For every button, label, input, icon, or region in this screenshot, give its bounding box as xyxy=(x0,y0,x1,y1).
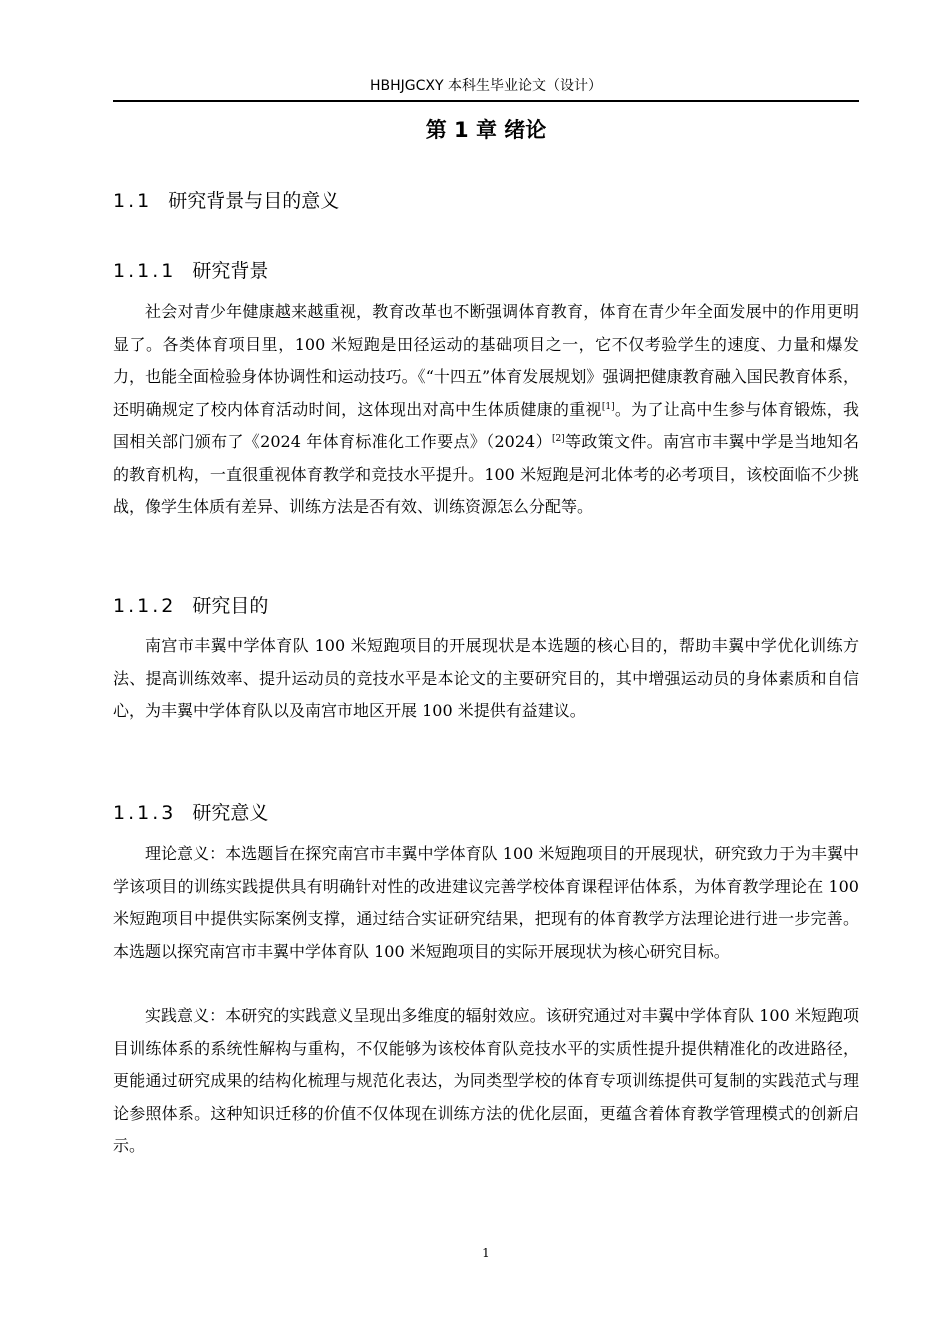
section-heading-1-1-1 xyxy=(113,257,268,285)
section-heading-1-1 xyxy=(113,187,339,215)
paragraph-significance-theory: 理论意义：本选题旨在探究南宫市丰翼中学体育队 100 米短跑项目的开展现状，研究致力于为丰翼中学该项目的训练实践提供具有明确针对性的改进建议完善学校体育课程评估体系，为体育教学理论在 100 米短跑项目中提供实际案例支撑，通过结合实证研究结果，把现有的体育教学方法理论进行进一步完善。本选题以探究南宫市丰翼中学体育队 100 米短跑项目的实际开展现状为核心研究目标。 xyxy=(113,844,859,961)
section-heading-1-1-2 xyxy=(113,592,268,620)
section-title: 研究背景 xyxy=(192,260,269,282)
paragraph-significance-practice: 实践意义：本研究的实践意义呈现出多维度的辐射效应。该研究通过对丰翼中学体育队 100 米短跑项目训练体系的系统性解构与重构，不仅能够为该校体育队竞技水平的实质性提升提供精准化的改进路径，更能通过研究成果的结构化梳理与规范化表达，为同类型学校的体育专项训练提供可复制的实践范式与理论参照体系。这种知识迁移的价值不仅体现在训练方法的优化层面，更蕴含着体育教学管理模式的创新启示。 xyxy=(113,1006,859,1155)
section-number: 1.1 xyxy=(113,190,153,212)
citation-ref: [2] xyxy=(551,434,565,444)
section-number: 1.1.2 xyxy=(113,595,177,617)
section-number: 1.1.3 xyxy=(113,802,177,824)
page-header: HBHJGCXY 本科生毕业论文（设计） xyxy=(369,78,602,94)
header-rule xyxy=(113,100,859,102)
paragraph-background xyxy=(113,296,859,524)
paragraph-purpose: 南宫市丰翼中学体育队 100 米短跑项目的开展现状是本选题的核心目的，帮助丰翼中学优化训练方法、提高训练效率、提升运动员的竞技水平是本论文的主要研究目的，其中增强运动员的身体素质和自信心，为丰翼中学体育队以及南宫市地区开展 100 米提供有益建议。 xyxy=(113,636,859,720)
paragraph-text: 等政策文件。南宫市丰翼中学是当地知名的教育机构，一直很重视体育教学和竞技水平提升。100 米短跑是河北体考的必考项目，该校面临不少挑战，像学生体质有差异、训练方法是否有效、训练资源怎么分配等。 xyxy=(113,432,859,516)
section-number: 1.1.1 xyxy=(113,260,177,282)
section-title: 研究目的 xyxy=(192,595,269,617)
page-number: 1 xyxy=(482,1246,490,1260)
chapter-title: 第 1 章 绪论 xyxy=(425,118,547,142)
paragraph-text: 。为了让高中生参与体育锻炼，我国相关部门颁布了《2024 年体育标准化工作要点》（2024） xyxy=(113,399,859,451)
citation-ref: [1] xyxy=(601,401,615,412)
section-title: 研究意义 xyxy=(192,802,269,824)
section-title: 研究背景与目的意义 xyxy=(168,190,340,212)
section-heading-1-1-3 xyxy=(113,799,268,827)
paragraph-text: 社会对青少年健康越来越重视，教育改革也不断强调体育教育，体育在青少年全面发展中的作用更明显了。各类体育项目里，100 米短跑是田径运动的基础项目之一，它不仅考验学生的速度、力量和爆发力，也能全面检验身体协调性和运动技巧。《“十四五”体育发展规划》强调把健康教育融入国民教育体系，还明确规定了校内体育活动时间，这体现出对高中生体质健康的重视 xyxy=(113,302,859,419)
